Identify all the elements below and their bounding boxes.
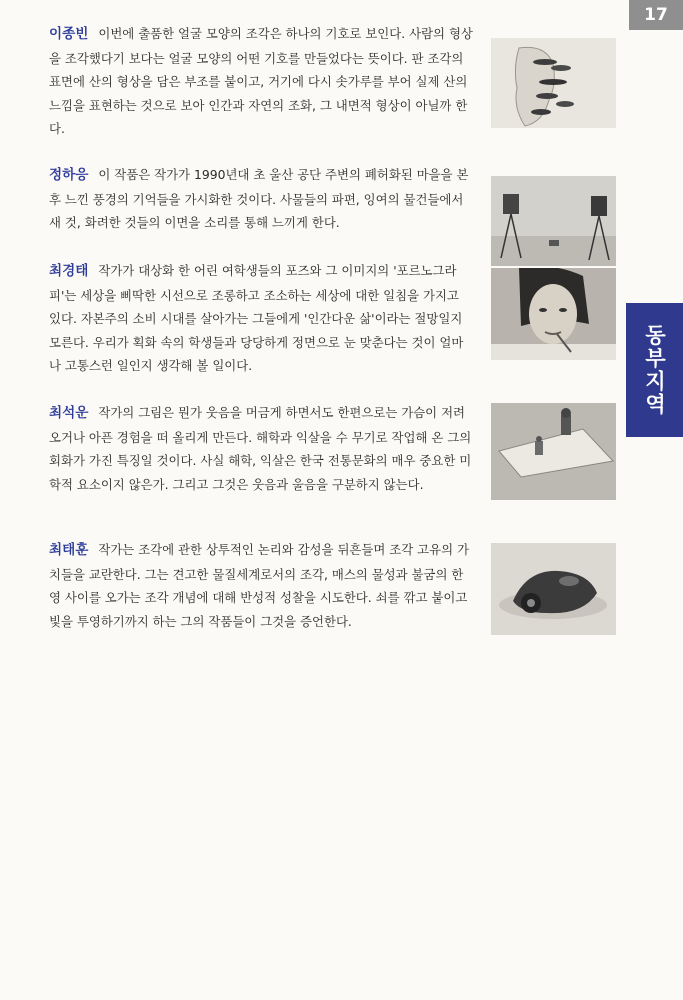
page-number: 17 [629,0,683,30]
artwork-photo-face-sculpture [491,38,616,128]
artist-entry-1 [49,22,474,141]
artist-description: 이번에 출품한 얼굴 모양의 조각은 하나의 기호로 보인다. 사람의 형상을 조각했다기 보다는 얼굴 모양의 어떤 기호를 만들었다는 뜻이다. 판 조각의 표면에 산의 형상을 담은 부조를 붙이고, 거기에 다시 솟가루를 부어 실제 산의 느낌을 표현하는 것으로 보아 인간과 자연의 조화, 그 내면적 형상이 아닐까 한다. [49,26,473,137]
artist-entry-3 [49,259,474,378]
artist-entry-5 [49,538,474,633]
artwork-photo-sound-installation [491,176,616,266]
artist-description: 이 작품은 작가가 1990년대 초 울산 공단 주변의 폐허화된 마을을 본 후 느낀 풍경의 기억들을 가시화한 것이다. 사물들의 파편, 잉여의 물건들에서 새 것, 화려한 것들의 이면을 소리를 통해 느끼게 한다. [49,167,469,231]
artist-entry-2 [49,163,474,235]
artwork-photo-metal-sculpture [491,543,616,635]
region-side-tab: 동부지역 [626,303,683,437]
artist-name: 최태훈 [49,542,89,558]
artist-name: 정하응 [49,167,89,183]
artwork-photo-figure-installation [491,403,616,500]
artist-entry-4 [49,401,474,496]
artist-description: 작가의 그림은 뭔가 웃음을 머금게 하면서도 한편으로는 가슴이 저려 오거나 아픈 경험을 떠 올리게 만든다. 해학과 익살을 수 무기로 작업해 온 그의 회화가 가진 특징일 것이다. 사실 해학, 익살은 한국 전통문화의 매우 중요한 미학적 요소이지 않은가. 그리고 그것은 웃음과 울음을 구분하지 않는다. [49,405,472,492]
artist-name: 이종빈 [49,26,89,42]
artist-description: 작가가 대상화 한 어린 여학생들의 포즈와 그 이미지의 '포르노그라피'는 세상을 삐딱한 시선으로 조롱하고 조소하는 세상에 대한 일침을 가지고 있다. 자본주의 소비 시대를 살아가는 그들에게 '인간다운 삶'이라는 절망일지 모른다. 우리가 획화 속의 학생들과 당당하게 정면으로 눈 맞춘다는 것이 얼마나 고통스런 일인지 생각해 볼 일이다. [49,263,464,374]
artwork-photo-student-portrait [491,268,616,360]
artist-name: 최경태 [49,263,89,279]
artist-name: 최석운 [49,405,89,421]
artist-description: 작가는 조각에 관한 상투적인 논리와 감성을 뒤흔들며 조각 고유의 가치들을 교란한다. 그는 견고한 물질세계로서의 조각, 매스의 물성과 불굼의 한영 사이를 오가는 조각 개념에 대해 반성적 성찰을 시도한다. 쇠를 깎고 붙이고 빛을 투영하기까지 하는 그의 작품들이 그것을 증언한다. [49,542,469,629]
